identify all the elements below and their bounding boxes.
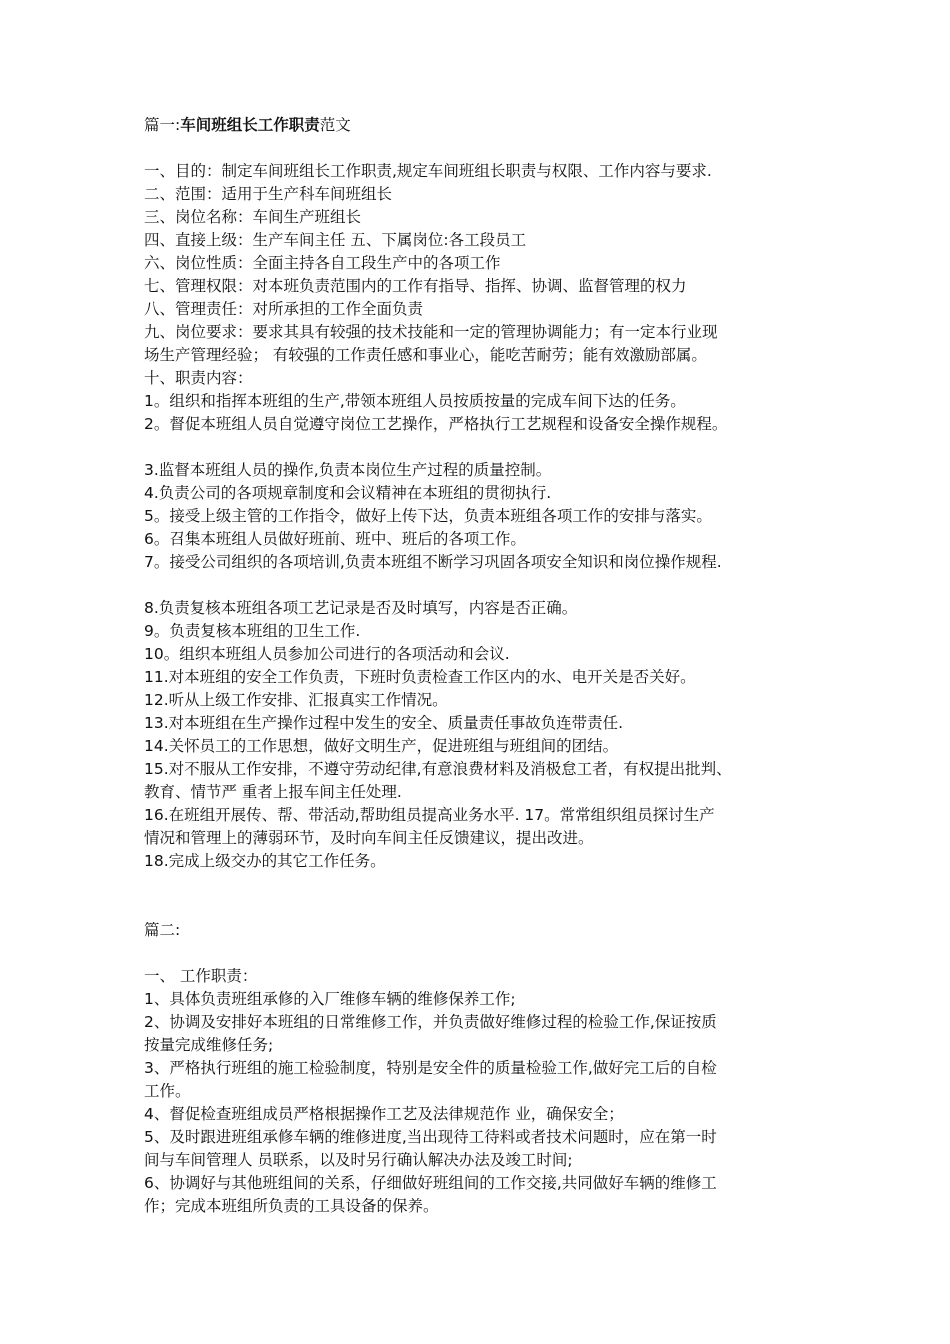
text-line: 5。接受上级主管的工作指令，做好上传下达，负责本班组各项工作的安排与落实。 [144,507,712,525]
text-line: 八、管理责任：对所承担的工作全面负责 [144,300,424,318]
text-line: 一、 工作职责： [144,967,258,985]
text-line: 9。负责复核本班组的卫生工作. [144,622,361,640]
text-line: 1、具体负责班组承修的入厂维修车辆的维修保养工作; [144,990,516,1008]
text-line: 工作。 [144,1082,191,1100]
text-line: 十、职责内容： [144,369,253,387]
text-line: 4、督促检查班组成员严格根据操作工艺及法律规范作 业，确保安全； [144,1105,624,1123]
text-line: 六、岗位性质：全面主持各自工段生产中的各项工作 [144,254,501,272]
text-line: 18.完成上级交办的其它工作任务。 [144,852,386,870]
text-line: 情况和管理上的薄弱环节，及时向车间主任反馈建议，提出改进。 [144,829,594,847]
section1-block-a [144,160,814,436]
text-line: 3.监督本班组人员的操作,负责本岗位生产过程的质量控制。 [144,461,552,479]
text-line: 11.对本班组的安全工作负责，下班时负责检查工作区内的水、电开关是否关好。 [144,668,696,686]
spacer [144,574,814,597]
text-line: 教育、情节严 重者上报车间主任处理. [144,783,402,801]
section1-block-b [144,459,814,574]
section2-block [144,965,814,1218]
section1-block-c [144,597,814,873]
text-line: 14.关怀员工的工作思想，做好文明生产，促进班组与班组间的团结。 [144,737,619,755]
text-line: 按量完成维修任务; [144,1036,274,1054]
text-line: 二、范围：适用于生产科车间班组长 [144,185,393,203]
text-line: 2、协调及安排好本班组的日常维修工作，并负责做好维修过程的检验工作,保证按质 [144,1013,717,1031]
text-line: 作；完成本班组所负责的工具设备的保养。 [144,1197,439,1215]
text-line: 16.在班组开展传、帮、带活动,帮助组员提高业务水平. 17。常常组织组员探讨生产 [144,806,715,824]
document-page [144,114,814,1218]
spacer [144,873,814,919]
text-line: 九、岗位要求：要求其具有较强的技术技能和一定的管理协调能力；有一定本行业现 [144,323,718,341]
text-line: 三、岗位名称：车间生产班组长 [144,208,362,226]
text-line: 四、直接上级：生产车间主任 五、下属岗位:各工段员工 [144,231,527,249]
text-line: 5、及时跟进班组承修车辆的维修进度,当出现待工待料或者技术问题时，应在第一时 [144,1128,717,1146]
spacer [144,942,814,965]
text-line: 10。组织本班组人员参加公司进行的各项活动和会议. [144,645,510,663]
text-line: 6、协调好与其他班组间的关系，仔细做好班组间的工作交接,共同做好车辆的维修工 [144,1174,717,1192]
text-line: 间与车间管理人 员联系，以及时另行确认解决办法及竣工时间; [144,1151,573,1169]
text-line: 1。组织和指挥本班组的生产,带领本班组人员按质按量的完成车间下达的任务。 [144,392,686,410]
text-line: 一、目的：制定车间班组长工作职责,规定车间班组长职责与权限、工作内容与要求. [144,162,712,180]
text-line: 七、管理权限：对本班负责范围内的工作有指导、指挥、协调、监督管理的权力 [144,277,687,295]
section2-title: 篇二: [144,921,181,939]
spacer [144,436,814,459]
text-line: 6。召集本班组人员做好班前、班中、班后的各项工作。 [144,530,526,548]
text-line: 4.负责公司的各项规章制度和会议精神在本班组的贯彻执行. [144,484,552,502]
text-line: 8.负责复核本班组各项工艺记录是否及时填写，内容是否正确。 [144,599,578,617]
section1-title-main: 车间班组长工作职责 [180,116,320,134]
text-line: 场生产管理经验； 有较强的工作责任感和事业心，能吃苦耐劳；能有效激励部属。 [144,346,707,364]
section1-title [144,114,814,137]
text-line: 2。督促本班组人员自觉遵守岗位工艺操作，严格执行工艺规程和设备安全操作规程。 [144,415,728,433]
text-line: 7。接受公司组织的各项培训,负责本班组不断学习巩固各项安全知识和岗位操作规程. [144,553,722,571]
text-line: 12.听从上级工作安排、汇报真实工作情况。 [144,691,448,709]
text-line: 15.对不服从工作安排，不遵守劳动纪律,有意浪费材料及消极怠工者，有权提出批判、 [144,760,732,778]
text-line: 3、严格执行班组的施工检验制度，特别是安全件的质量检验工作,做好完工后的自检 [144,1059,717,1077]
section1-title-suffix: 范文 [319,116,351,134]
section1-title-prefix: 篇一: [144,116,181,134]
text-line: 13.对本班组在生产操作过程中发生的安全、质量责任事故负连带责任. [144,714,624,732]
